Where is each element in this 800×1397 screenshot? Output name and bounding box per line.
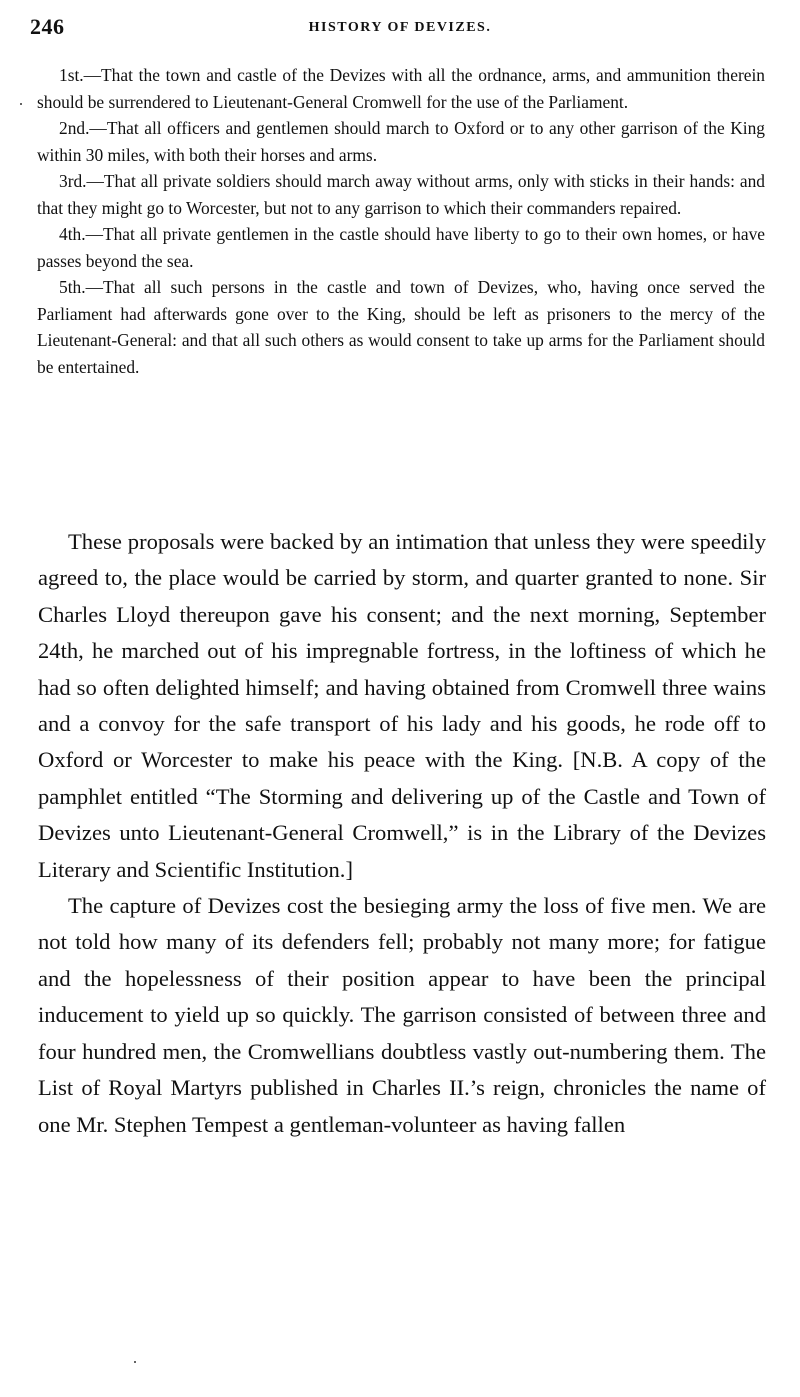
print-speck [20, 103, 22, 105]
print-speck [134, 1361, 136, 1363]
article-3rd: 3rd.—That all private soldiers should march away without arms, only with sticks in their hands: and that they might go to Worcester, but not to any garrison to which their commanders repaired. [37, 171, 765, 218]
page-number: 246 [30, 14, 65, 39]
running-title: HISTORY OF DEVIZES. [308, 20, 492, 35]
capitulation-articles [37, 62, 765, 380]
body-text [38, 524, 766, 1143]
running-head [30, 14, 770, 44]
paragraph-proposals: These proposals were backed by an intimation that unless they were speedily agreed to, the place would be carried by storm, and quarter granted to none. Sir Charles Lloyd thereupon gave his consent; and the next morning, September 24th, he marched out of his impregnable fortress, in the loftiness of which he had so often delighted himself; and having obtained from Cromwell three wains and a convoy for the safe transport of his lady and his goods, he rode off to Oxford or Worcester to make his peace with the King. [N.B. A copy of the pamphlet entitled “The Storming and delivering up of the Castle and Town of Devizes unto Lieutenant-General Cromwell,” is in the Library of the Devizes Literary and Scientific Institution.] [38, 529, 766, 882]
article-2nd: 2nd.—That all officers and gentlemen should march to Oxford or to any other garrison of the King within 30 miles, with both their horses and arms. [37, 118, 765, 165]
paragraph-capture: The capture of Devizes cost the besieging army the loss of five men. We are not told how many of its defenders fell; probably not many more; for fatigue and the hopelessness of their position appear to have been the principal inducement to yield up so quickly. The garrison consisted of between three and four hundred men, the Cromwellians doubtless vastly out-numbering them. The List of Royal Martyrs published in Charles II.’s reign, chronicles the name of one Mr. Stephen Tempest a gentleman-volunteer as having fallen [38, 893, 766, 1137]
article-4th: 4th.—That all private gentlemen in the castle should have liberty to go to their own homes, or have passes beyond the sea. [37, 224, 765, 271]
article-5th: 5th.—That all such persons in the castle and town of Devizes, who, having once served the Parliament had afterwards gone over to the King, should be left as prisoners to the mercy of the Lieutenant-General: and that all such others as would consent to take up arms for the Parliament should be entertained. [37, 277, 765, 377]
article-1st: 1st.—That the town and castle of the Devizes with all the ordnance, arms, and ammunition therein should be surrendered to Lieutenant-General Cromwell for the use of the Parliament. [37, 65, 765, 112]
